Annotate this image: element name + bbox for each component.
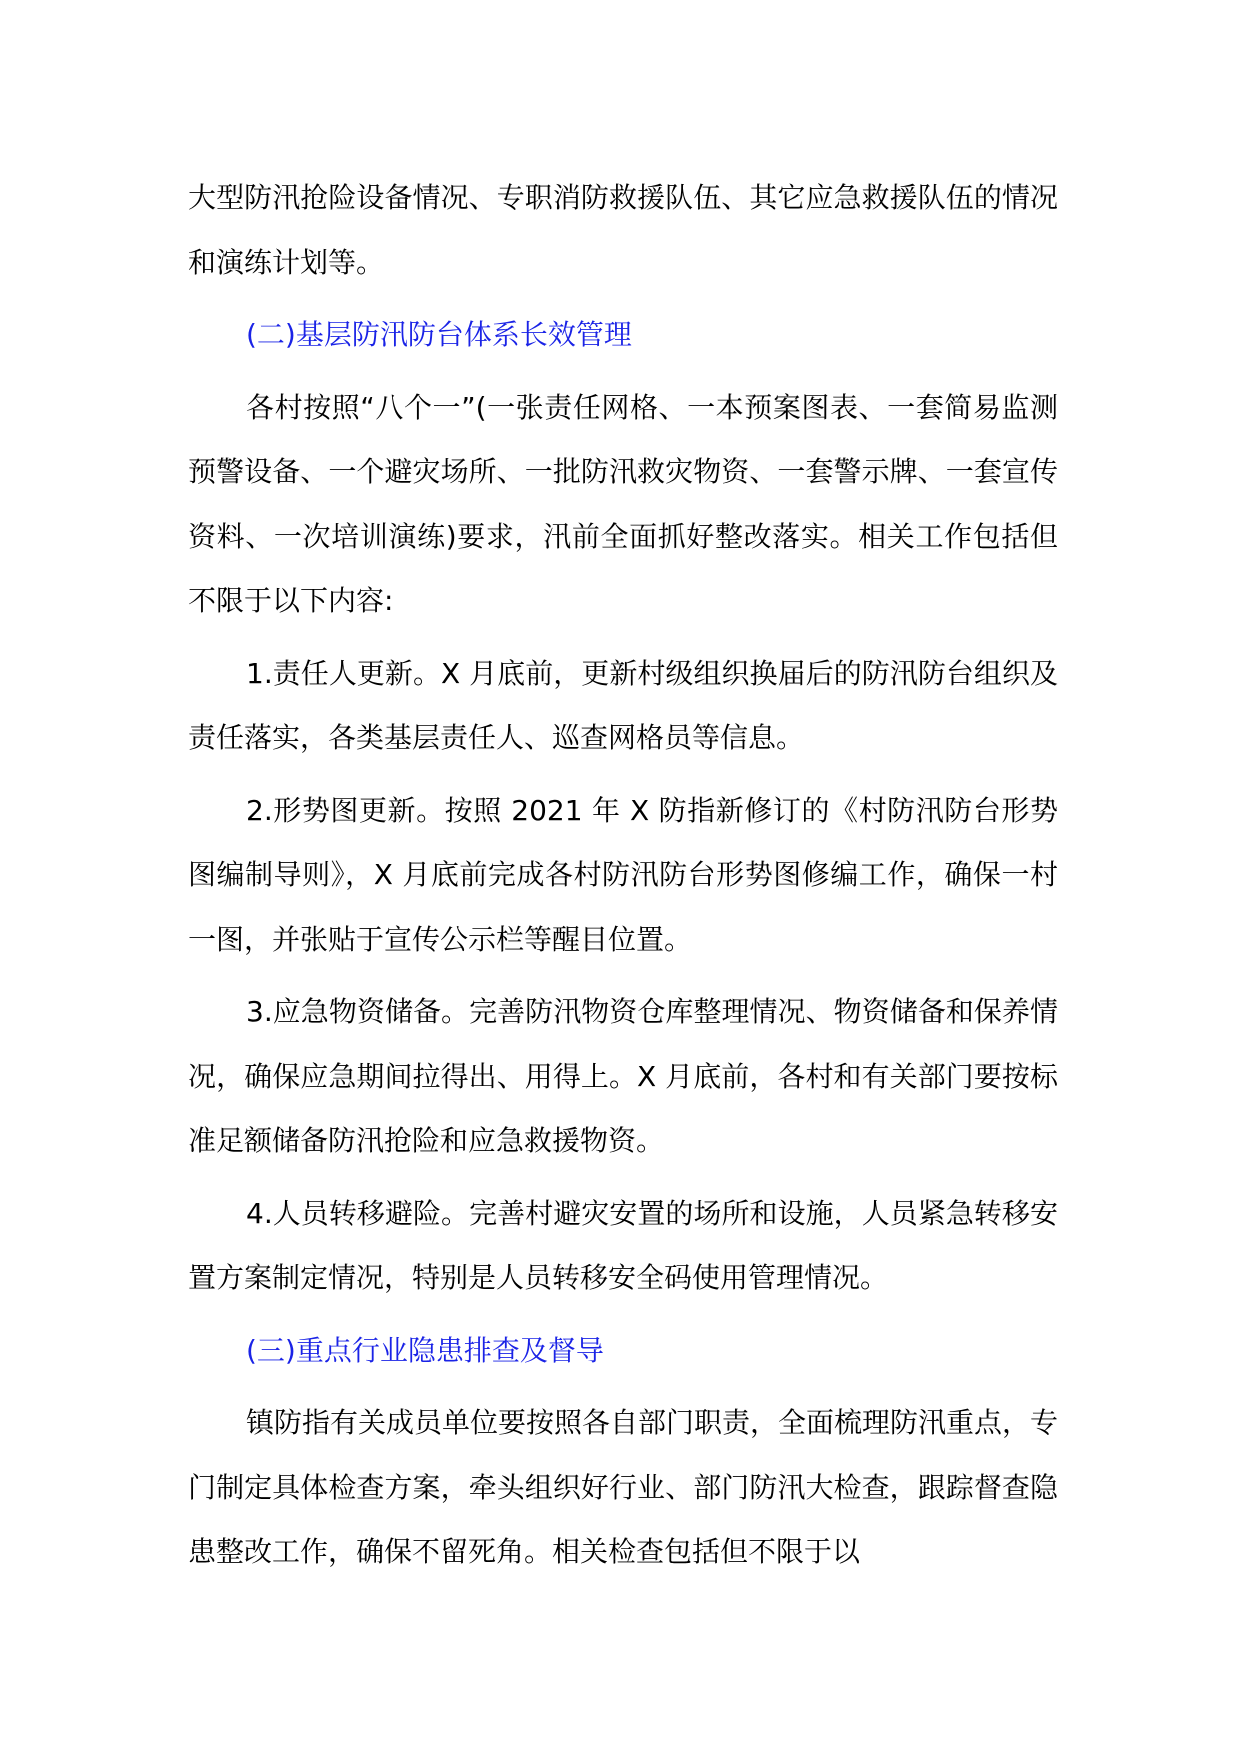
paragraph-continuation: 大型防汛抢险设备情况、专职消防救援队伍、其它应急救援队伍的情况和演练计划等。	[188, 181, 1058, 279]
paragraph-item-1: 1.责任人更新。X 月底前，更新村级组织换届后的防汛防台组织及责任落实，各类基层责任人、巡查网格员等信息。	[188, 656, 1058, 754]
paragraph-eight-ones: 各村按照“八个一”(一张责任网格、一本预案图表、一套简易监测预警设备、一个避灾场所、一批防汛救灾物资、一套警示牌、一套宣传资料、一次培训演练)要求，汛前全面抓好整改落实。相关工作包括但不限于以下内容:	[188, 390, 1058, 617]
paragraph-inspection: 镇防指有关成员单位要按照各自部门职责，全面梳理防汛重点，专门制定具体检查方案，牵头组织好行业、部门防汛大检查，跟踪督查隐患整改工作，确保不留死角。相关检查包括但不限于以	[188, 1406, 1059, 1568]
paragraph-item-2: 2.形势图更新。按照 2021 年 X 防指新修订的《村防汛防台形势图编制导则》，X 月底前完成各村防汛防台形势图修编工作，确保一村一图，并张贴于宣传公示栏等醒目位置。	[188, 793, 1058, 956]
paragraph-item-3: 3.应急物资储备。完善防汛物资仓库整理情况、物资储备和保养情况，确保应急期间拉得出、用得上。X 月底前，各村和有关部门要按标准足额储备防汛抢险和应急救援物资。	[188, 995, 1058, 1157]
section-heading-3: (三)重点行业隐患排查及督导	[246, 1333, 604, 1367]
paragraph-item-4: 4.人员转移避险。完善村避灾安置的场所和设施，人员紧急转移安置方案制定情况，特别是人员转移安全码使用管理情况。	[188, 1196, 1058, 1294]
section-heading-2: (二)基层防汛防台体系长效管理	[246, 318, 632, 351]
document-page	[188, 166, 1058, 1593]
